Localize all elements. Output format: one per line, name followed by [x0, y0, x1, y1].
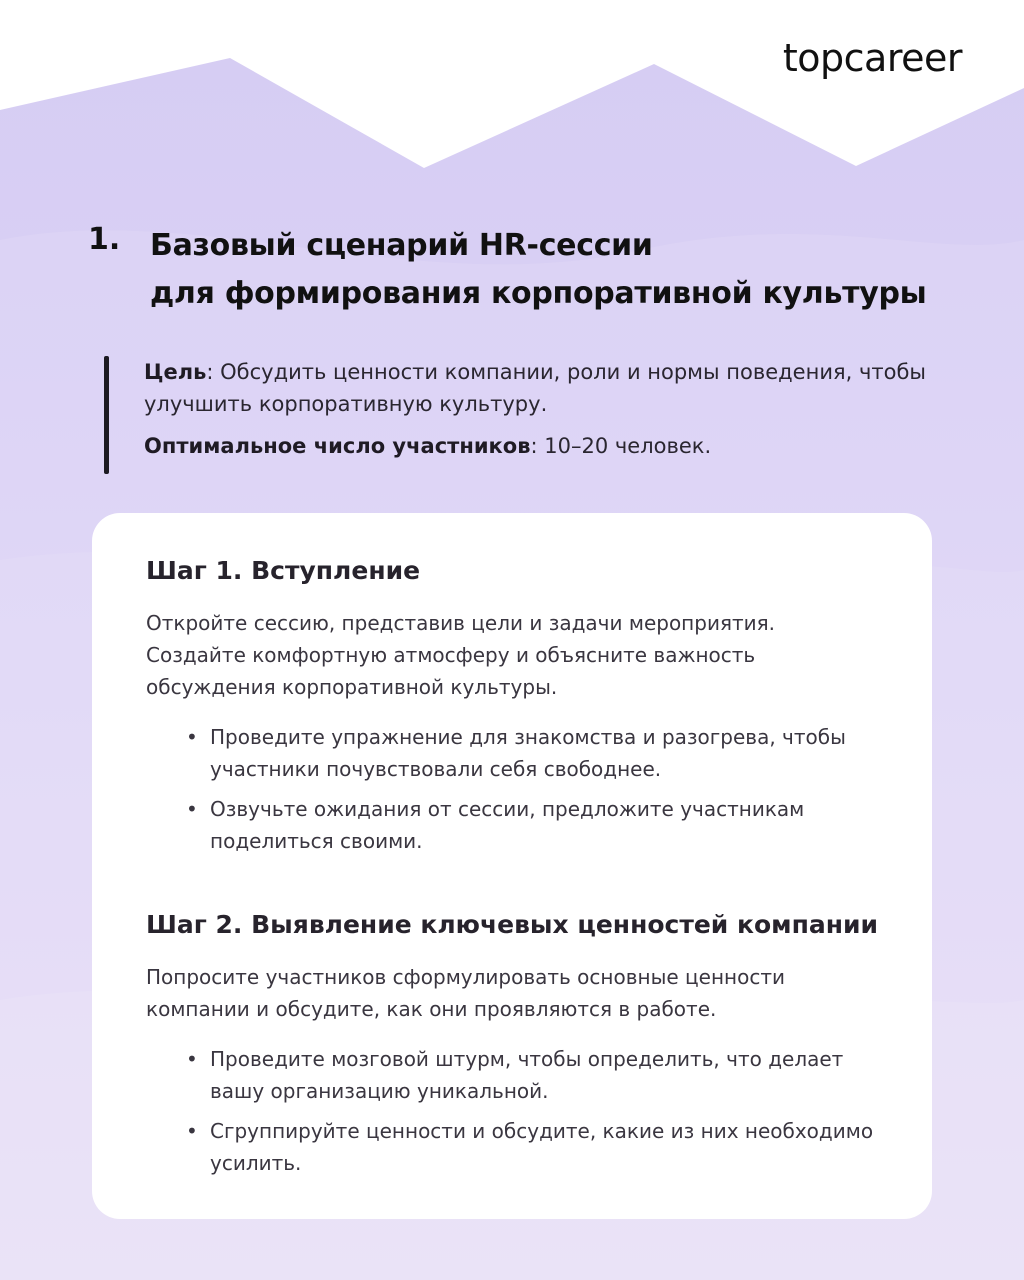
brand-logo: topcareer — [782, 36, 962, 80]
step-description: Откройте сессию, представив цели и задачи мероприятия. Создайте комфортную атмосферу и объясните важность обсуждения корпоративной культуры. — [146, 611, 776, 699]
step-title: Шаг 2. Выявление ключевых ценностей компании — [146, 910, 879, 939]
steps-card — [92, 513, 932, 1219]
participants-text: : 10–20 человек. — [530, 434, 712, 458]
goal-line — [104, 356, 954, 420]
participants-label: Оптимальное число участников — [144, 434, 531, 458]
section-title-line1: Базовый сценарий HR-сессии — [150, 228, 653, 263]
step-2 — [146, 907, 880, 1179]
list-item: • Озвучьте ожидания от сессии, предложите участникам поделиться своими. — [186, 793, 880, 857]
goal-label: Цель — [144, 360, 207, 384]
list-item: • Сгруппируйте ценности и обсудите, какие из них необходимо усилить. — [186, 1115, 880, 1179]
section-number: 1. — [88, 222, 121, 257]
goal-text: : Обсудить ценности компании, роли и нормы поведения, чтобы улучшить корпоративную культуру. — [144, 360, 926, 416]
step-1 — [146, 553, 880, 857]
list-item: • Проведите мозговой штурм, чтобы определить, что делает вашу организацию уникальной. — [186, 1043, 880, 1107]
intro-accent-bar — [104, 356, 109, 474]
step-bullets — [146, 721, 880, 857]
participants-line — [104, 430, 954, 462]
step-description: Попросите участников сформулировать основные ценности компании и обсудите, как они проявляются в работе. — [146, 965, 785, 1021]
section-title-line2: для формирования корпоративной культуры — [150, 276, 927, 311]
step-bullets — [146, 1043, 880, 1179]
list-item: • Проведите упражнение для знакомства и разогрева, чтобы участники почувствовали себя свободнее. — [186, 721, 880, 785]
section-title — [150, 222, 926, 318]
step-title: Шаг 1. Вступление — [146, 556, 421, 585]
intro-block — [104, 356, 954, 462]
